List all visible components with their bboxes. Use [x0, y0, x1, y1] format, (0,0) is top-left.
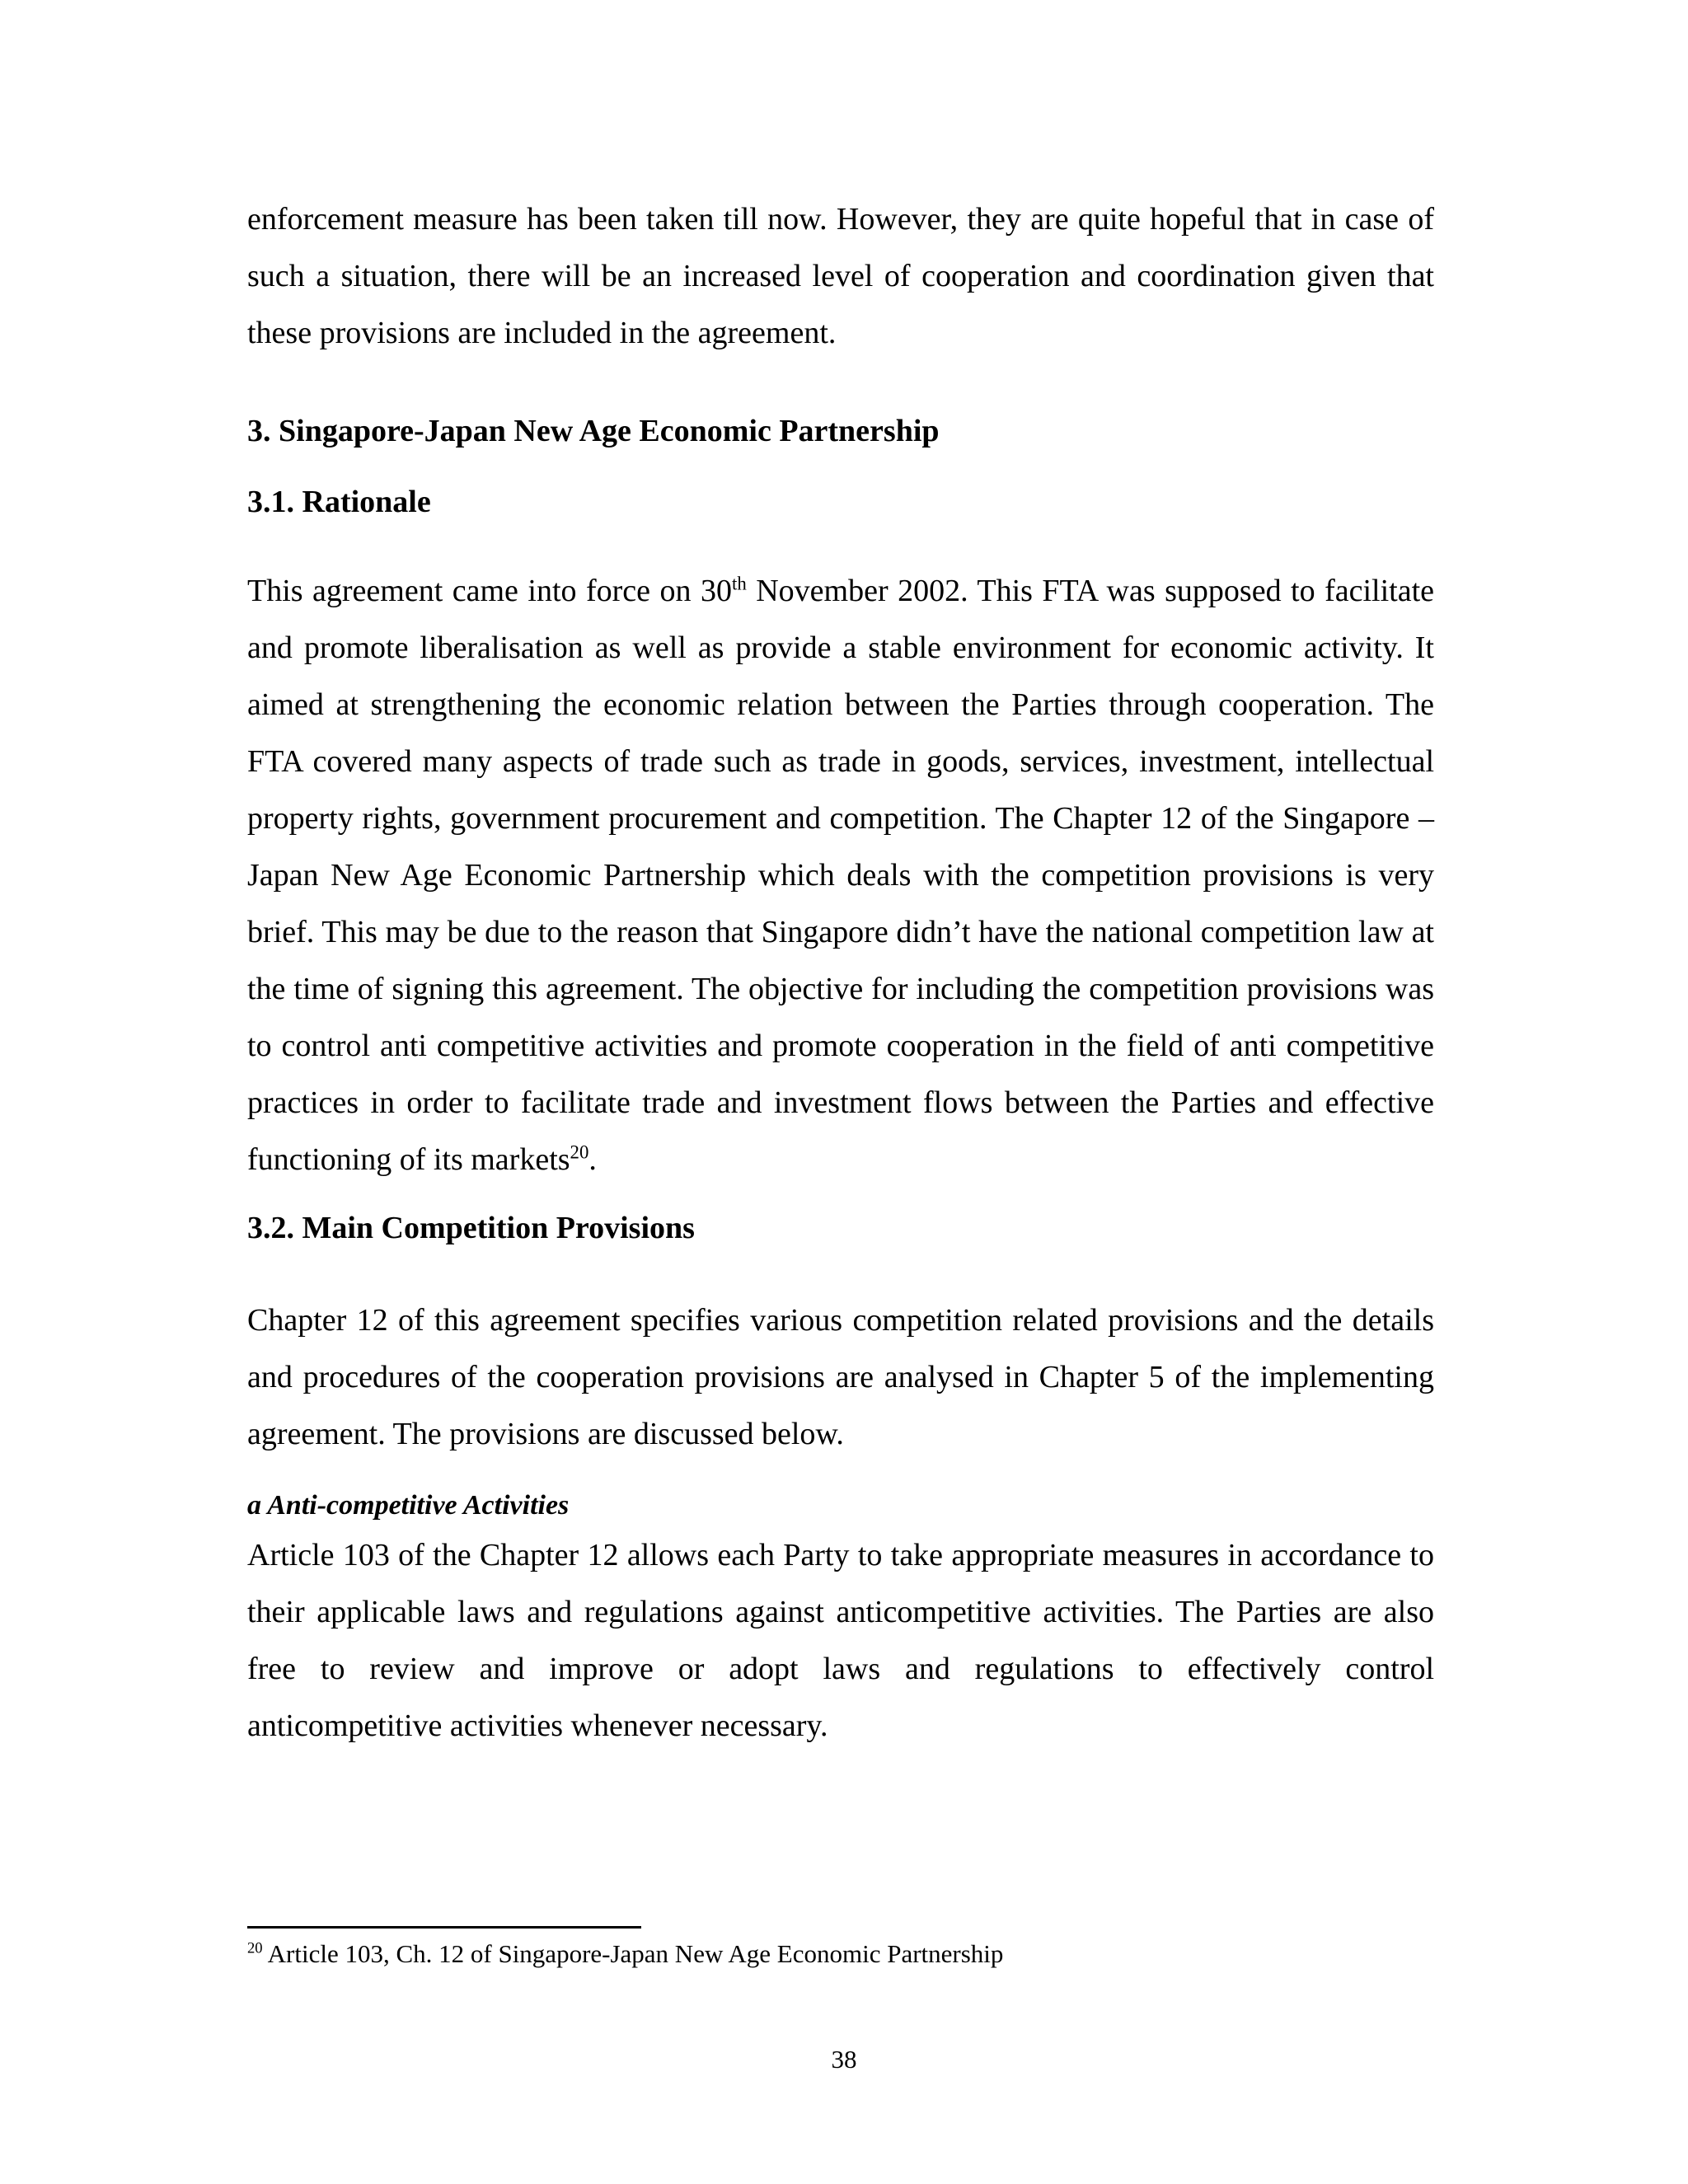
subsection-heading-3-2: 3.2. Main Competition Provisions — [247, 1211, 695, 1245]
section-heading-3: 3. Singapore-Japan New Age Economic Partnership — [247, 414, 940, 448]
footnote-separator — [247, 1926, 641, 1929]
footnote-number: 20 — [247, 1939, 263, 1957]
subsection-heading-3-1: 3.1. Rationale — [247, 485, 431, 519]
rationale-text-a: This agreement came into force on 30 — [247, 574, 732, 608]
rationale-text-c: . — [588, 1142, 597, 1177]
paragraph-rationale — [247, 563, 1434, 1188]
page-body — [247, 191, 1434, 1755]
paragraph-main-provisions: Chapter 12 of this agreement specifies various competition related provisions and the details and procedures of the cooperation provisions are analysed in Chapter 5 of the implementing agreement. The provisions are discussed below. — [247, 1303, 1434, 1451]
paragraph-intro: enforcement measure has been taken till now. However, they are quite hopeful that in case of such a situation, there will be an increased level of cooperation and coordination given that these provisions are included in the agreement. — [247, 202, 1434, 350]
subheading-anti-competitive: a Anti-competitive Activities — [247, 1490, 570, 1521]
footnote-text: Article 103, Ch. 12 of Singapore-Japan New Age Economic Partnership — [262, 1939, 1004, 1968]
page-number: 38 — [831, 2045, 857, 2074]
footnote-20 — [247, 1937, 1434, 1971]
ordinal-superscript: th — [732, 573, 747, 594]
rationale-text-b: November 2002. This FTA was supposed to facilitate and promote liberalisation as well as provide a stable environment for economic activity. It aimed at strengthening the economic relation between the Parties through cooperation. The FTA covered many aspects of trade such as trade in goods, services, investment, intellectual property rights, government procurement and competition. The Chapter 12 of the Singapore – Japan New Age Economic Partnership which deals with the competition provisions is very brief. This may be due to the reason that Singapore didn’t have the national competition law at the time of signing this agreement. The objective for including the competition provisions was to control anti competitive activities and promote cooperation in the field of anti competitive practices in order to facilitate trade and investment flows between the Parties and effective functioning of its markets — [247, 574, 1434, 1177]
paragraph-anti-competitive: Article 103 of the Chapter 12 allows each Party to take appropriate measures in accordance to their applicable laws and regulations against anticompetitive activities. The Parties are also free to review and improve or adopt laws and regulations to effectively control anticompetitive activities whenever necessary. — [247, 1538, 1434, 1743]
footnote-reference-20: 20 — [570, 1141, 589, 1163]
